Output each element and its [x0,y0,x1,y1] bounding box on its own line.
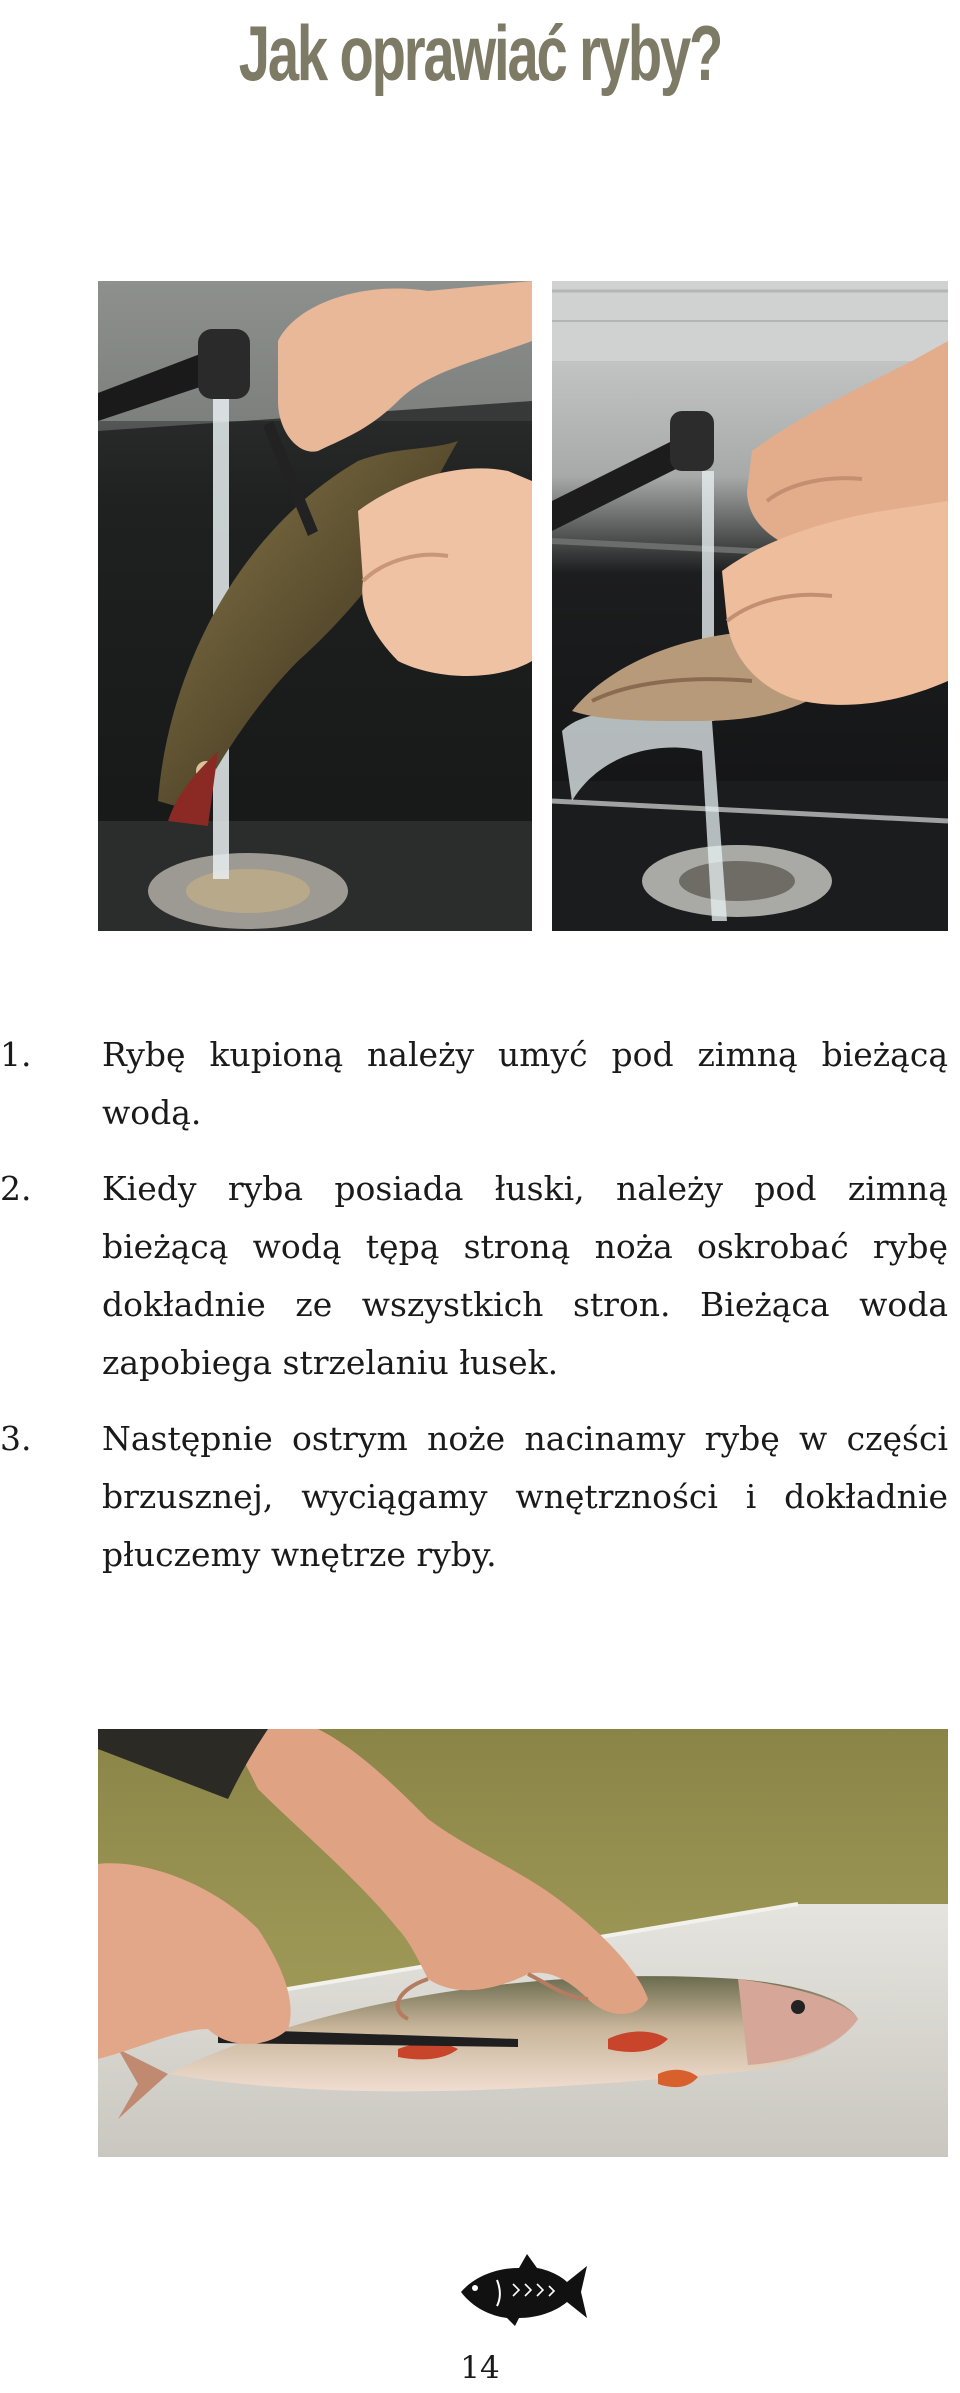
steps-list [0,1026,960,1602]
photo-cutting-fish-belly [98,1729,948,2157]
page-number: 14 [460,2350,500,2386]
step-number: 1. [0,1035,32,1074]
page-title: Jak oprawiać ryby? [238,9,722,97]
step-text: Rybę kupioną należy umyć pod zimną bieżącą wodą. [102,1035,948,1132]
step-item [0,1160,960,1392]
step-number: 2. [0,1169,32,1208]
step-item [0,1410,960,1584]
step-number: 3. [0,1419,32,1458]
step-item [0,1026,960,1142]
photo-rinsing-fish-under-tap [98,281,532,931]
fish-icon [457,2250,589,2328]
step-text: Następnie ostrym noże nacinamy rybę w części brzusznej, wyciągamy wnętrzności i dokładnie płuczemy wnętrze ryby. [102,1419,948,1574]
step-text: Kiedy ryba posiada łuski, należy pod zimną bieżącą wodą tępą stroną noża oskrobać rybę dokładnie ze wszystkich stron. Bieżąca woda zapobiega strzelaniu łusek. [102,1169,948,1382]
photo-scaling-fish-in-sink [552,281,948,931]
